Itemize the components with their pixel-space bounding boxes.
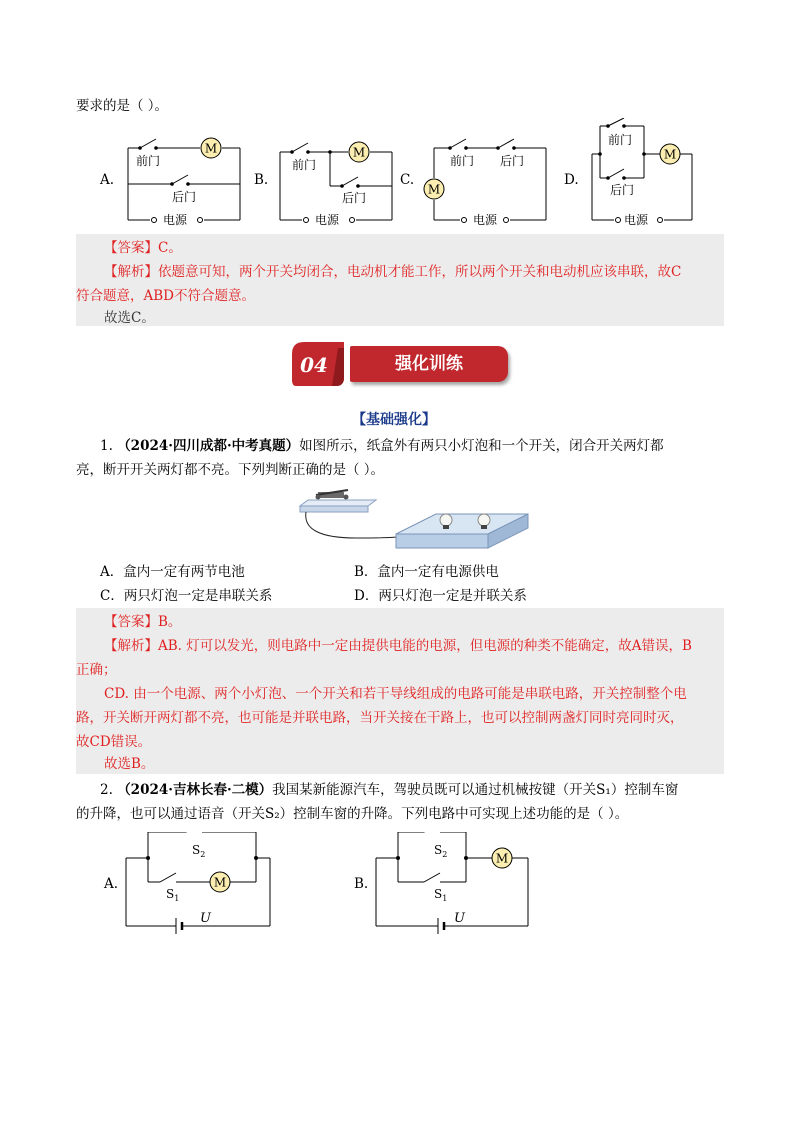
answer-text: 【答案】C。 — [104, 240, 182, 256]
label-front-door: 前门 — [136, 154, 161, 168]
voltage-label: U — [454, 911, 465, 926]
option-c: C．两只灯泡一定是串联关系 — [100, 588, 273, 604]
answer-box — [76, 234, 724, 326]
switch-s1-label: $S_1$ — [166, 887, 180, 903]
voltage-label: U — [200, 911, 211, 926]
circuit-diagram-a — [120, 128, 250, 226]
switch-s1-label: $S_1$ — [434, 887, 448, 903]
label-back-door: 后门 — [342, 191, 367, 205]
question-1-line2: 亮，断开开关两灯都不亮。下列判断正确的是（ ）。 — [76, 462, 385, 478]
option-a-label: A. — [100, 172, 115, 188]
motor-symbol: M — [495, 851, 509, 866]
question-1-line1 — [100, 436, 664, 456]
label-front-door: 前门 — [608, 133, 633, 147]
circuit-diagram-q2-a — [120, 832, 280, 936]
question-text: 我国某新能源汽车，驾驶员既可以通过机械按键（开关S₁）控制车窗 — [272, 782, 679, 798]
label-front-door: 前门 — [292, 158, 317, 172]
switch-s2-label: $S_2$ — [192, 843, 206, 859]
label-power: 电源 — [163, 213, 188, 226]
switch-s2-label: $S_2$ — [434, 843, 448, 859]
question-tail-text: 要求的是（ ）。 — [76, 98, 169, 114]
motor-symbol: M — [427, 182, 441, 197]
circuit-diagram-q2-b — [370, 832, 536, 936]
label-back-door: 后门 — [172, 190, 197, 204]
option-d-label: D. — [564, 172, 579, 188]
section-number-badge — [290, 340, 346, 388]
circuit-diagram-c — [420, 128, 552, 226]
conclusion-text: 故选C。 — [104, 310, 155, 326]
circuit-diagram-b — [272, 128, 402, 226]
label-back-door: 后门 — [500, 154, 525, 168]
label-power: 电源 — [624, 213, 649, 226]
box-with-bulbs-illustration — [296, 486, 530, 554]
option-b-label: B. — [354, 876, 369, 892]
answer-box — [76, 608, 724, 774]
label-back-door: 后门 — [610, 183, 635, 197]
option-b-label: B. — [254, 172, 269, 188]
question-2-line1 — [100, 780, 678, 800]
analysis-line: 路，开关断开两灯都不亮，也可能是并联电路，当开关接在干路上，也可以控制两盏灯同时亮同时灭， — [76, 710, 684, 726]
analysis-line: CD. 由一个电源、两个小灯泡、一个开关和若干导线组成的电路可能是串联电路，开关控制整个电 — [104, 686, 687, 702]
question-number: 2. — [100, 782, 113, 798]
circuit-diagram-d — [584, 118, 700, 226]
subsection-title: 【基础强化】 — [352, 412, 436, 428]
answer-text: 【答案】B。 — [104, 614, 182, 630]
analysis-line: 符合题意，ABD不符合题意。 — [76, 288, 255, 304]
question-text: 如图所示，纸盒外有两只小灯泡和一个开关，闭合开关两灯都 — [299, 438, 664, 454]
analysis-line: 故CD错误。 — [76, 734, 152, 750]
conclusion-text: 故选B。 — [104, 756, 155, 772]
section-title-banner — [350, 346, 508, 382]
question-number: 1. — [100, 438, 113, 454]
option-a: A．盒内一定有两节电池 — [100, 564, 245, 580]
label-front-door: 前门 — [450, 154, 475, 168]
option-c-label: C. — [400, 172, 415, 188]
analysis-line: 【解析】依题意可知，两个开关均闭合，电动机才能工作，所以两个开关和电动机应该串联，故C — [104, 264, 682, 280]
analysis-line: 正确； — [76, 662, 117, 678]
motor-symbol: M — [204, 141, 218, 156]
option-a-label: A. — [104, 876, 119, 892]
label-power: 电源 — [315, 213, 340, 226]
question-source: （2024·四川成都·中考真题） — [117, 438, 300, 454]
option-d: D．两只灯泡一定是并联关系 — [354, 588, 527, 604]
motor-symbol: M — [663, 147, 677, 162]
motor-symbol: M — [352, 145, 366, 160]
option-b: B．盒内一定有电源供电 — [354, 564, 499, 580]
question-2-line2: 的升降，也可以通过语音（开关S₂）控制车窗的升降。下列电路中可实现上述功能的是（ ）。 — [76, 806, 629, 822]
motor-symbol: M — [213, 875, 227, 890]
question-source: （2024·吉林长春·二模） — [117, 782, 273, 798]
section-number: 04 — [300, 353, 328, 377]
label-power: 电源 — [473, 213, 498, 226]
analysis-line: 【解析】AB. 灯可以发光，则电路中一定由提供电能的电源，但电源的种类不能确定，故A错误，B — [104, 638, 692, 654]
section-title: 强化训练 — [395, 354, 463, 374]
